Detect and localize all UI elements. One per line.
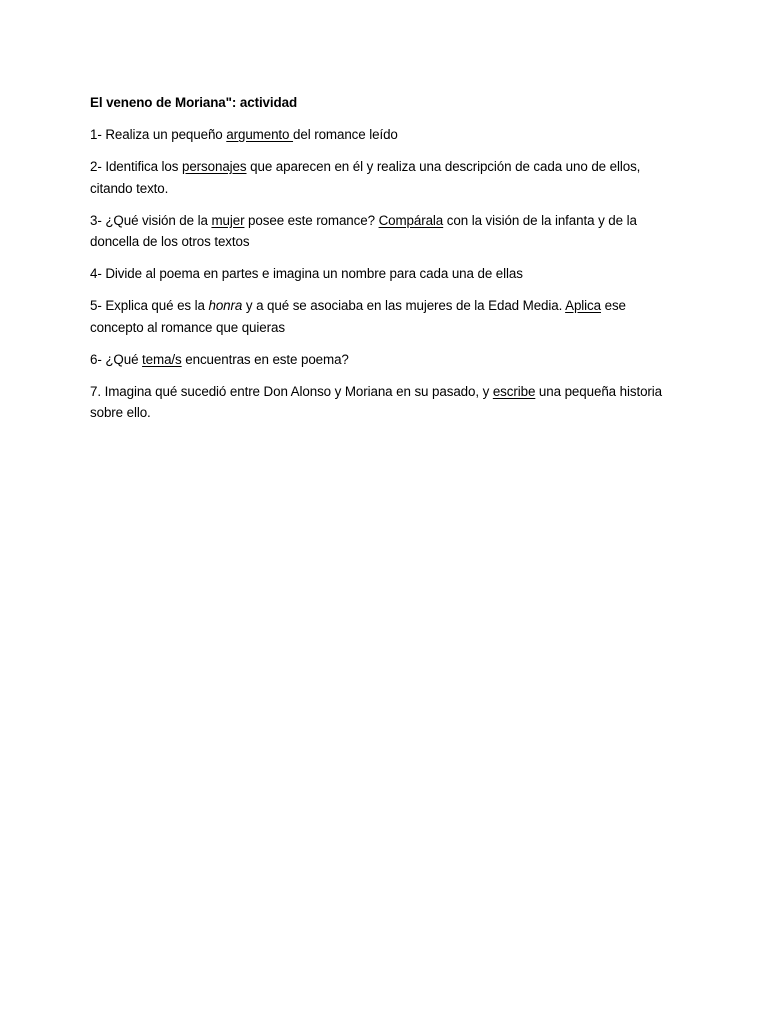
item-text: que aparecen en él y realiza una descripción de cada uno de ellos, citando texto. bbox=[90, 159, 641, 196]
item-text: encuentras en este poema? bbox=[181, 351, 349, 367]
keyword-temas: tema/s bbox=[142, 351, 182, 367]
keyword-personajes: personajes bbox=[181, 159, 247, 174]
keyword-argumento: argumento bbox=[226, 127, 294, 142]
item-text: con la visión de la infanta y de la doncella de los otros textos bbox=[90, 212, 637, 249]
activity-item-2 bbox=[90, 156, 675, 199]
activity-item-7 bbox=[90, 381, 675, 424]
item-text: posee este romance? bbox=[244, 212, 379, 228]
item-text: y a qué se asociaba en las mujeres de la Edad Media. bbox=[242, 298, 566, 313]
keyword-honra: honra bbox=[208, 298, 243, 313]
item-text: 3- ¿Qué visión de la bbox=[90, 212, 212, 228]
keyword-escribe: escribe bbox=[492, 383, 536, 399]
item-text: 6- ¿Qué bbox=[90, 351, 143, 367]
activity-item-6 bbox=[90, 349, 675, 371]
activity-item-3 bbox=[90, 210, 675, 253]
activity-item-1 bbox=[90, 124, 675, 146]
activity-item-4 bbox=[90, 263, 675, 285]
activity-item-5 bbox=[90, 295, 675, 338]
keyword-mujer: mujer bbox=[211, 212, 245, 228]
document-title: El veneno de Moriana": actividad bbox=[90, 95, 298, 110]
keyword-comparala: Compárala bbox=[378, 212, 444, 228]
item-text: del romance leído bbox=[293, 127, 398, 142]
item-text: 4- Divide al poema en partes e imagina un nombre para cada una de ellas bbox=[90, 266, 523, 281]
keyword-aplica: Aplica bbox=[565, 298, 601, 313]
item-text: 5- Explica qué es la bbox=[90, 298, 209, 313]
document-body bbox=[90, 92, 675, 434]
item-text: 7. Imagina qué sucedió entre Don Alonso y Moriana en su pasado, y bbox=[90, 383, 493, 399]
item-text: ese concepto al romance que quieras bbox=[90, 298, 626, 335]
item-text: 2- Identifica los bbox=[90, 159, 182, 174]
item-text: 1- Realiza un pequeño bbox=[90, 127, 227, 142]
item-text: una pequeña historia sobre ello. bbox=[90, 383, 662, 420]
